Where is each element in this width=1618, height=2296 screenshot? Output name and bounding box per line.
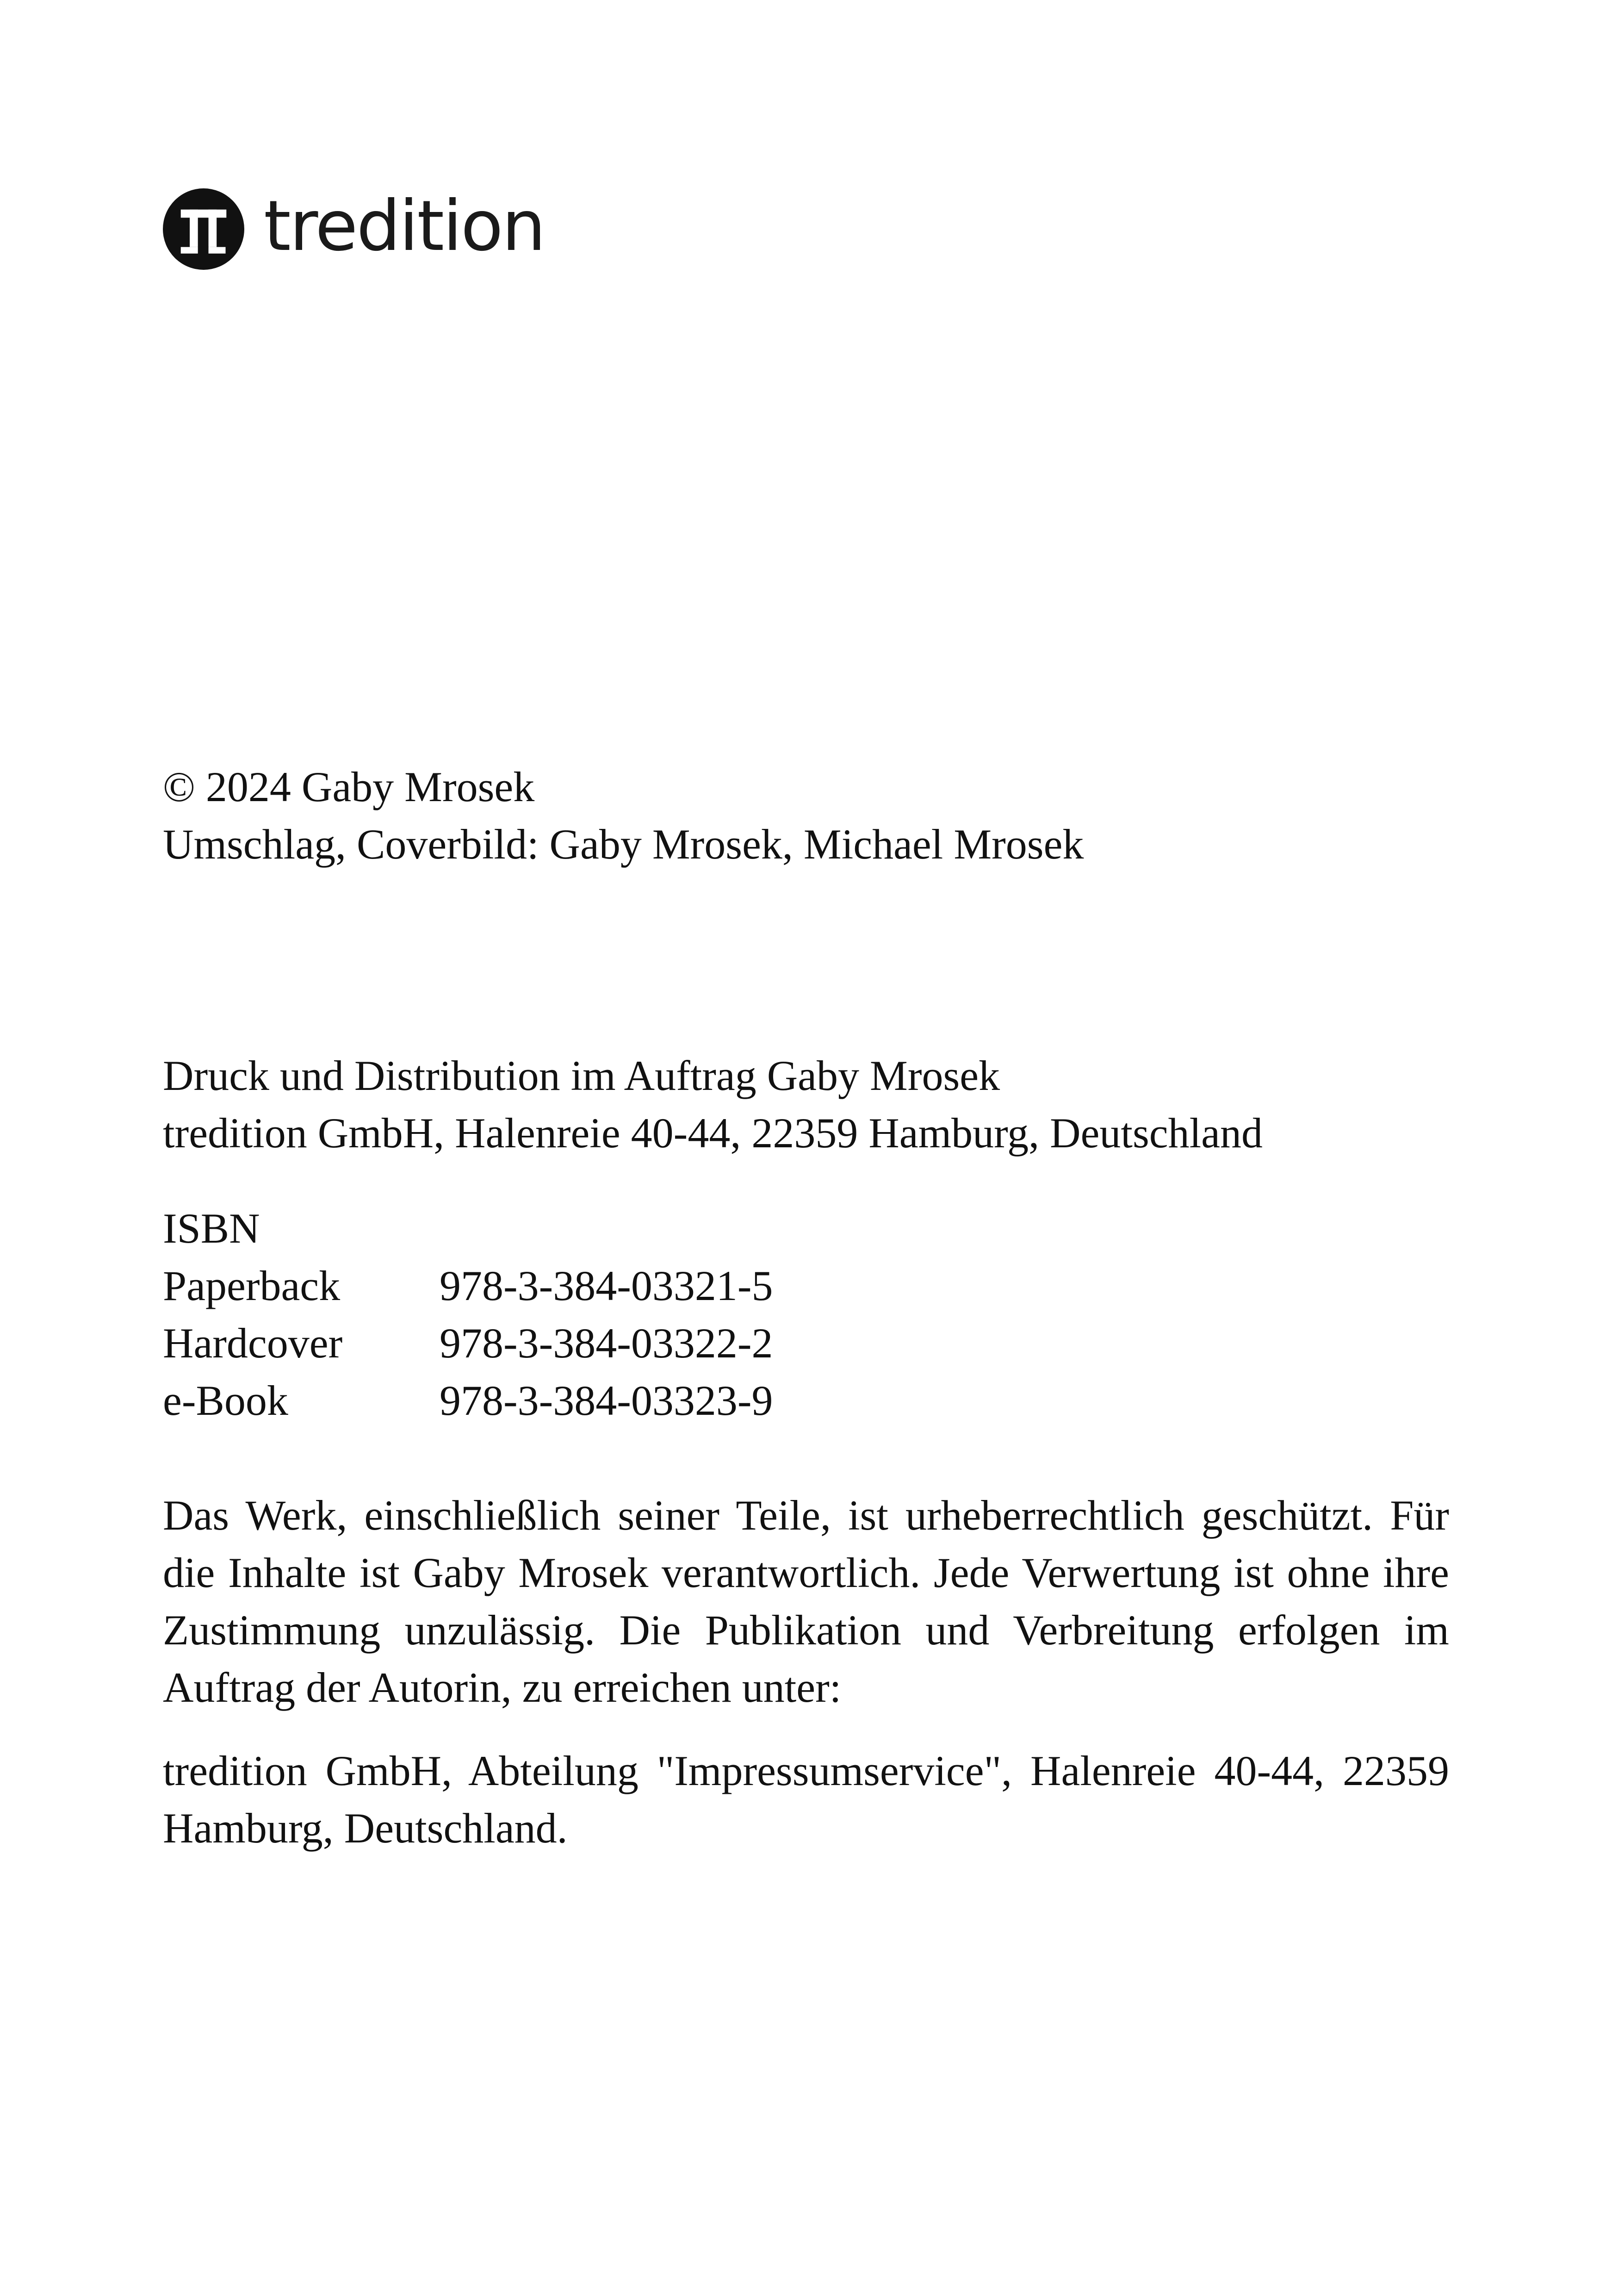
isbn-format-label: Hardcover xyxy=(163,1319,343,1367)
isbn-row-ebook xyxy=(163,1372,1449,1429)
print-commission-line: Druck und Distribution im Auftrag Gaby Mrosek xyxy=(163,1052,1000,1099)
print-distribution-block xyxy=(163,1047,1449,1162)
isbn-format-label: e-Book xyxy=(163,1377,288,1424)
isbn-format-label: Paperback xyxy=(163,1262,341,1309)
publisher-address-line: tredition GmbH, Halenreie 40-44, 22359 Hamburg, Deutschland xyxy=(163,1109,1263,1157)
isbn-row-paperback xyxy=(163,1257,1449,1314)
tredition-logo-icon xyxy=(163,188,244,270)
isbn-number: 978-3-384-03323-9 xyxy=(440,1377,773,1424)
isbn-block xyxy=(163,1200,1449,1429)
legal-notice xyxy=(163,1487,1449,1857)
copyright-line: © 2024 Gaby Mrosek xyxy=(163,763,535,810)
publisher-logo xyxy=(163,185,545,273)
isbn-heading: ISBN xyxy=(163,1205,260,1252)
imprint-service-address: tredition GmbH, Abteilung "Impressumservice", Halenreie 40-44, 22359 Hamburg, Deutschland. xyxy=(163,1747,1449,1852)
isbn-row-hardcover xyxy=(163,1314,1449,1372)
isbn-number: 978-3-384-03321-5 xyxy=(440,1262,773,1309)
copyright-notice-paragraph: Das Werk, einschließlich seiner Teile, ist urheberrechtlich geschützt. Für die Inhalte ist Gaby Mrosek verantwortlich. Jede Verwertung ist ohne ihre Zustimmung unzulässig. Die Publikation und Verbreitung erfolgen im Auftrag der Autorin, zu erreichen unter: xyxy=(163,1492,1449,1711)
copyright-block xyxy=(163,758,1449,873)
cover-credit-line: Umschlag, Coverbild: Gaby Mrosek, Michael Mrosek xyxy=(163,821,1084,868)
isbn-number: 978-3-384-03322-2 xyxy=(440,1319,773,1367)
logo-wordmark: tredition xyxy=(264,186,545,267)
